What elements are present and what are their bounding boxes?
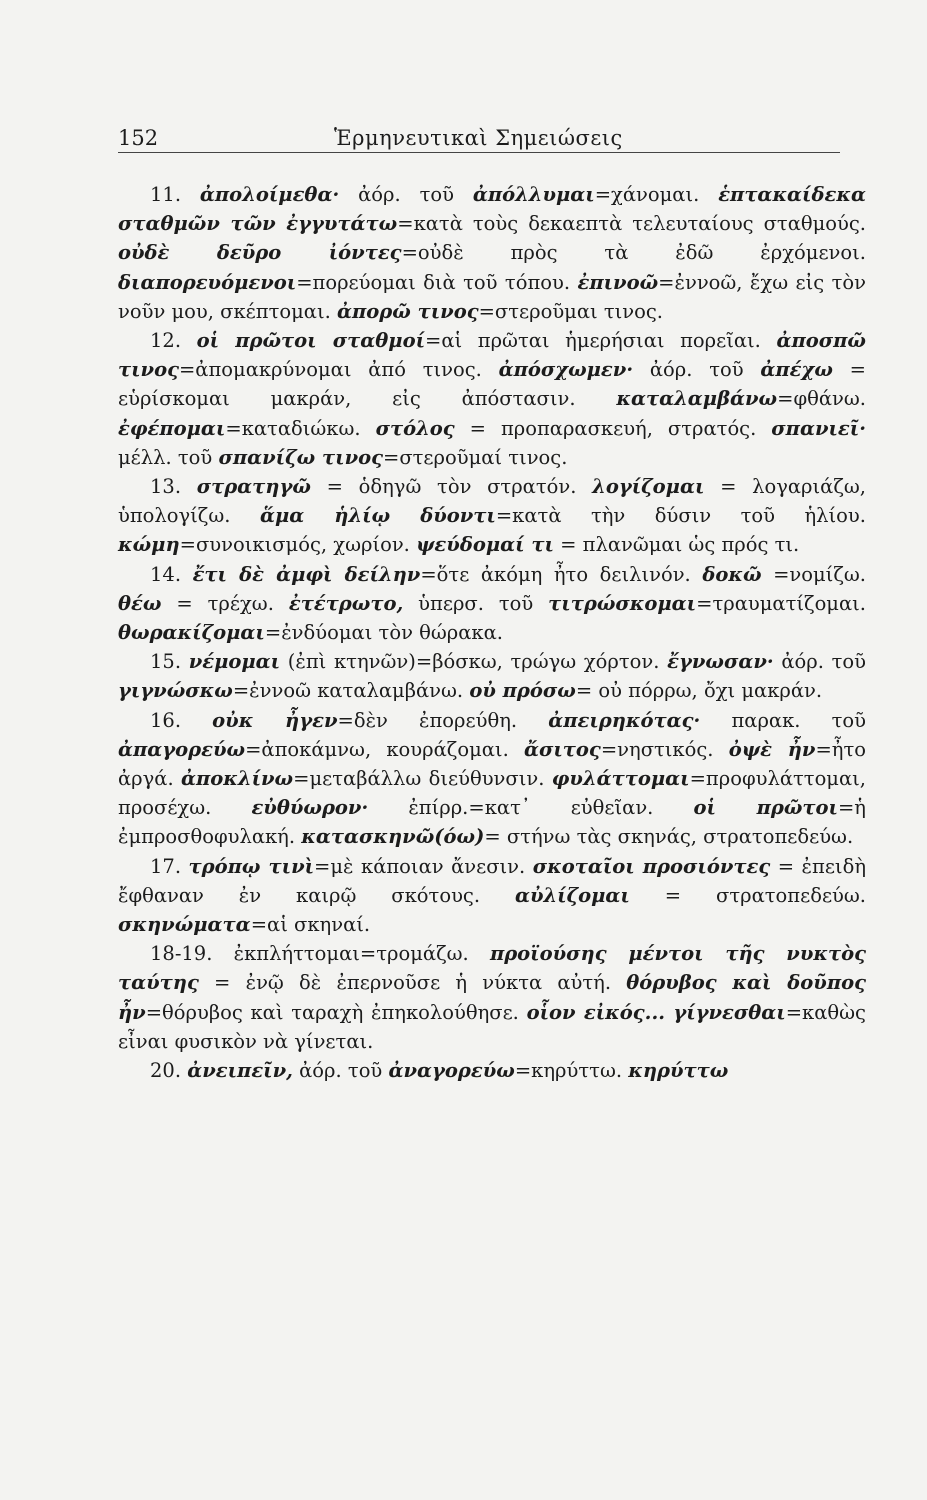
lemma: προϊούσης μέντοι τῆς νυκτὸς ταύτης xyxy=(118,942,866,995)
gloss: 14. xyxy=(150,562,193,586)
gloss: (ἐπὶ κτηνῶν)=βόσκω, τρώγω χόρτον. xyxy=(280,650,668,674)
gloss: = στρατοπεδεύω. xyxy=(629,883,866,907)
gloss: =προφυλάττομαι, προσέχω. xyxy=(118,767,866,820)
page-header xyxy=(118,122,840,153)
gloss: =μεταβάλλω διεύθυνσιν. xyxy=(293,767,552,791)
gloss: =θόρυβος καὶ ταραχὴ ἐπηκολούθησε. xyxy=(145,1000,527,1024)
gloss: =αἱ σκηναί. xyxy=(250,913,371,937)
gloss: 13. xyxy=(150,475,197,499)
gloss: =αἱ πρῶται ἡμερήσιαι πορεῖαι. xyxy=(425,329,777,353)
gloss: ὑπερσ. τοῦ xyxy=(403,591,549,615)
lemma: τιτρώσκομαι xyxy=(548,591,697,615)
gloss: =καθὼς εἶναι φυσικὸν νὰ γίνεται. xyxy=(118,1000,866,1053)
lemma: σπανίζω τινος xyxy=(218,445,383,469)
gloss: =τραυματίζομαι. xyxy=(696,591,866,615)
gloss: = στήνω τὰς σκηνάς, στρατοπεδεύω. xyxy=(484,825,854,849)
note-15 xyxy=(118,647,866,705)
gloss: = ἐνῷ δὲ ἐπερνοῦσε ἡ νύκτα αὐτή. xyxy=(198,971,627,995)
gloss: 17. xyxy=(150,854,189,878)
gloss: =στεροῦμαί τινος. xyxy=(382,445,568,469)
gloss: 16. xyxy=(150,708,213,732)
lemma: ἐτέτρωτο, xyxy=(288,591,404,615)
lemma: ἀπόλλυμαι xyxy=(472,183,595,206)
lemma: κώμη xyxy=(118,533,180,557)
lemma: γιγνώσκω xyxy=(118,679,233,703)
gloss: ἀόρ. τοῦ xyxy=(633,358,761,382)
lemma: κατασκηνῶ(όω) xyxy=(301,825,485,849)
gloss: 15. xyxy=(150,650,189,674)
gloss: =κατὰ τοὺς δεκαεπτὰ τελευταίους σταθμούς. xyxy=(397,212,866,236)
gloss: = πλανῶμαι ὡς πρός τι. xyxy=(553,533,800,557)
gloss: = ἐπειδὴ ἔφθαναν ἐν καιρῷ σκότους. xyxy=(118,854,866,907)
gloss: =ὅτε ἀκόμη ἦτο δειλινόν. xyxy=(420,562,703,586)
note-17 xyxy=(118,852,866,940)
gloss: = ὁδηγῶ τὸν στρατόν. xyxy=(310,475,593,499)
gloss: =δὲν ἐπορεύθη. xyxy=(337,708,549,732)
lemma: ἔγνωσαν· xyxy=(667,650,774,674)
gloss: =καταδιώκω. xyxy=(225,416,376,440)
gloss: = τρέχω. xyxy=(161,591,289,615)
gloss: =ἐνδύομαι τὸν θώρακα. xyxy=(264,621,503,645)
lemma: αὐλίζομαι xyxy=(514,883,630,907)
gloss: = οὐ πόρρω, ὄχι μακράν. xyxy=(575,679,823,703)
gloss: = εὑρίσκομαι μακράν, εἰς ἀπόστασιν. xyxy=(118,358,866,411)
gloss: =κηρύττω. xyxy=(514,1059,629,1083)
lemma: σκοταῖοι προσιόντες xyxy=(532,854,771,878)
gloss: παρακ. τοῦ xyxy=(700,708,866,732)
note-12 xyxy=(118,326,866,472)
lemma: οἷον εἰκός... γίγνεσθαι xyxy=(526,1000,786,1024)
lemma: διαπορευόμενοι xyxy=(118,270,297,294)
gloss: ἐπίρρ.=κατ᾽ εὐθεῖαν. xyxy=(368,796,694,820)
gloss: =στεροῦμαι τινος. xyxy=(478,299,664,323)
lemma: οὐδὲ δεῦρο ἰόντες xyxy=(118,241,402,265)
gloss: =οὐδὲ πρὸς τὰ ἐδῶ ἐρχόμενοι. xyxy=(401,241,866,265)
gloss: =φθάνω. xyxy=(777,387,866,411)
lemma: φυλάττομαι xyxy=(551,767,690,791)
gloss: =χάνομαι. xyxy=(594,183,719,206)
lemma: ὀψὲ ἦν xyxy=(728,737,816,761)
lemma: ἄσιτος xyxy=(523,737,601,761)
lemma: ἀναγορεύω xyxy=(388,1059,515,1083)
note-16 xyxy=(118,706,866,852)
lemma: καταλαμβάνω xyxy=(616,387,778,411)
gloss: 20. xyxy=(150,1059,188,1083)
running-title: Ἑρμηνευτικαὶ Σημειώσεις xyxy=(334,126,623,150)
page-number: 152 xyxy=(118,126,159,150)
gloss: =ἐννοῶ, ἔχω εἰς τὸν νοῦν μου, σκέπτομαι. xyxy=(118,270,866,323)
gloss: 11. xyxy=(150,183,200,206)
lemma: ἑπτακαίδεκα σταθμῶν τῶν ἐγγυτάτω xyxy=(118,183,866,236)
lemma: ἀνειπεῖν, xyxy=(187,1059,293,1083)
lemma: τρόπῳ τινὶ xyxy=(188,854,315,878)
lemma: σπανιεῖ· xyxy=(771,416,866,440)
lemma: ἀπαγορεύω xyxy=(118,737,246,761)
note-11 xyxy=(118,180,866,326)
gloss: = λογαριάζω, ὑπολογίζω. xyxy=(118,475,866,528)
note-14 xyxy=(118,560,866,648)
lemma: ἐπινοῶ xyxy=(577,270,659,294)
lemma: κηρύττω xyxy=(628,1059,729,1083)
lemma: ἀπέχω xyxy=(760,358,833,382)
lemma: ἀπολοίμεθα· xyxy=(199,183,340,206)
lemma: θωρακίζομαι xyxy=(118,621,265,645)
lemma: οἱ πρῶτοι σταθμοί xyxy=(196,329,426,353)
note-13 xyxy=(118,472,866,560)
lemma: στόλος xyxy=(375,416,455,440)
gloss: =ἀπομακρύνομαι ἀπό τινος. xyxy=(178,358,499,382)
gloss: ἀόρ. τοῦ xyxy=(292,1059,389,1083)
gloss: =ἡ ἐμπροσθοφυλακή. xyxy=(118,796,866,849)
gloss: =νομίζω. xyxy=(761,562,866,586)
gloss: =συνοικισμός, χωρίον. xyxy=(179,533,417,557)
gloss: =ἦτο ἀργά. xyxy=(118,737,866,791)
gloss: =κατὰ τὴν δύσιν τοῦ ἡλίου. xyxy=(495,504,866,528)
gloss: =νηστικός. xyxy=(600,737,729,761)
commentary-text xyxy=(118,180,866,1085)
lemma: οὐκ ἦγεν xyxy=(212,708,338,732)
lemma: ἀποσπῶ τινος xyxy=(118,329,866,382)
lemma: ἔτι δὲ ἀμφὶ δείλην xyxy=(192,562,421,586)
lemma: εὐθύωρον· xyxy=(251,796,369,820)
note-18-19 xyxy=(118,939,866,1056)
gloss: = προπαρασκευή, στρατός. xyxy=(454,416,772,440)
gloss: =ἀποκάμνω, κουράζομαι. xyxy=(245,737,524,761)
lemma: στρατηγῶ xyxy=(196,475,311,499)
lemma: σκηνώματα xyxy=(118,913,251,937)
lemma: θέω xyxy=(118,591,162,615)
lemma: ψεύδομαί τι xyxy=(416,533,554,557)
gloss: =πορεύομαι διὰ τοῦ τόπου. xyxy=(296,270,578,294)
lemma: οὐ πρόσω xyxy=(469,679,576,703)
lemma: ἀπειρηκότας· xyxy=(548,708,701,732)
gloss: 18-19. ἐκπλήττομαι=τρομάζω. xyxy=(150,942,490,966)
lemma: δοκῶ xyxy=(702,562,762,586)
gloss: =ἐννοῶ καταλαμβάνω. xyxy=(232,679,470,703)
lemma: ἅμα ἡλίῳ δύοντι xyxy=(259,504,496,528)
gloss: =μὲ κάποιαν ἄνεσιν. xyxy=(314,854,533,878)
gloss: ἀόρ. τοῦ xyxy=(339,183,473,206)
lemma: ἀπορῶ τινος xyxy=(337,299,479,323)
lemma: λογίζομαι xyxy=(592,475,705,499)
gloss: ἀόρ. τοῦ xyxy=(773,650,866,674)
lemma: ἀποκλίνω xyxy=(181,767,294,791)
note-20 xyxy=(118,1056,866,1085)
gloss: 12. xyxy=(150,329,197,353)
lemma: οἱ πρῶτοι xyxy=(693,796,838,820)
lemma: θόρυβος καὶ δοῦπος ἦν xyxy=(118,971,866,1024)
lemma: ἀπόσχωμεν· xyxy=(498,358,634,382)
lemma: ἐφέπομαι xyxy=(118,416,226,440)
lemma: νέμομαι xyxy=(188,650,281,674)
gloss: μέλλ. τοῦ xyxy=(118,445,219,469)
